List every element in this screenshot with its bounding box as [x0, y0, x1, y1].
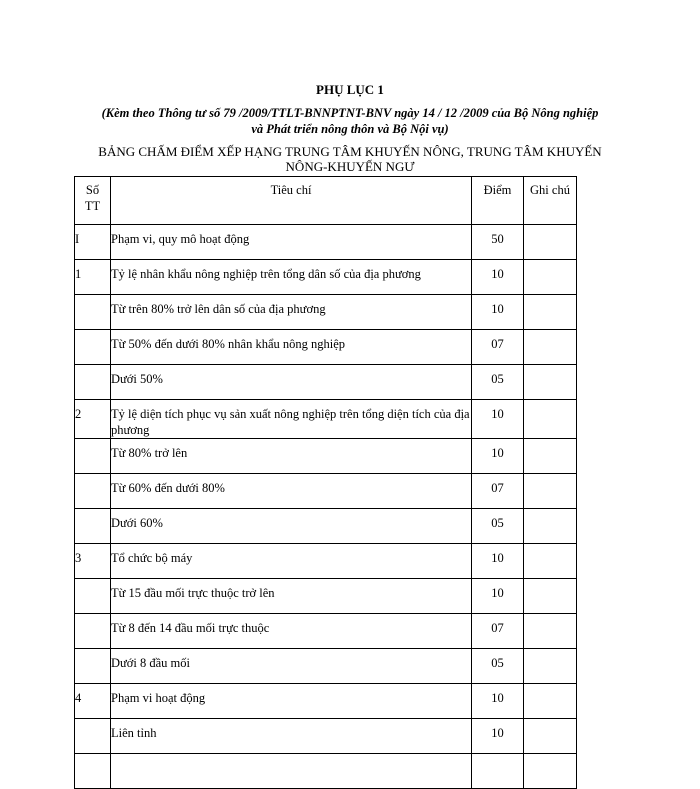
row-number-cell: 1: [75, 260, 111, 295]
points-cell: 10: [472, 684, 524, 719]
criteria-cell: [111, 754, 472, 789]
criteria-cell: Tỷ lệ diện tích phục vụ sản xuất nông nghiệp trên tổng diện tích của địa phương: [111, 400, 472, 439]
criteria-cell: Từ 50% đến dưới 80% nhân khẩu nông nghiệp: [111, 330, 472, 365]
points-cell: 07: [472, 614, 524, 649]
table-row: [75, 474, 577, 509]
criteria-cell: Dưới 8 đầu mối: [111, 649, 472, 684]
table-body: [75, 225, 577, 789]
appendix-title: PHỤ LỤC 1: [316, 82, 384, 97]
note-cell: [524, 400, 577, 439]
row-number-cell: 2: [75, 400, 111, 439]
points-cell: 10: [472, 260, 524, 295]
points-cell: 10: [472, 719, 524, 754]
table-row: [75, 754, 577, 789]
table-row: [75, 295, 577, 330]
appendix-subtitle: [80, 105, 620, 137]
criteria-cell: Từ 80% trở lên: [111, 439, 472, 474]
note-cell: [524, 439, 577, 474]
points-cell: 10: [472, 439, 524, 474]
table-row: [75, 719, 577, 754]
note-cell: [524, 509, 577, 544]
points-cell: 07: [472, 330, 524, 365]
note-cell: [524, 754, 577, 789]
subtitle-line-2: và Phát triển nông thôn và Bộ Nội vụ): [251, 122, 449, 136]
criteria-cell: Từ trên 80% trở lên dân số của địa phương: [111, 295, 472, 330]
criteria-cell: Phạm vi, quy mô hoạt động: [111, 225, 472, 260]
header-notes: Ghi chú: [524, 177, 577, 225]
points-cell: 05: [472, 365, 524, 400]
points-cell: [472, 754, 524, 789]
row-number-cell: [75, 649, 111, 684]
table-row: [75, 649, 577, 684]
header-stt-line-2: TT: [84, 199, 101, 213]
table-row: [75, 544, 577, 579]
note-cell: [524, 579, 577, 614]
header-stt: [75, 177, 111, 225]
points-cell: 10: [472, 544, 524, 579]
table-row: [75, 400, 577, 439]
criteria-cell: Từ 60% đến dưới 80%: [111, 474, 472, 509]
heading-line-2: NÔNG-KHUYẾN NGƯ: [285, 159, 415, 174]
table-header-row: [75, 177, 577, 225]
criteria-cell: Từ 15 đầu mối trực thuộc trở lên: [111, 579, 472, 614]
points-cell: 10: [472, 295, 524, 330]
row-number-cell: [75, 579, 111, 614]
note-cell: [524, 544, 577, 579]
row-number-cell: [75, 474, 111, 509]
subtitle-line-1: (Kèm theo Thông tư số 79 /2009/TTLT-BNNPTNT-BNV ngày 14 / 12 /2009 của Bộ Nông nghiệp: [101, 106, 599, 120]
row-number-cell: I: [75, 225, 111, 260]
table-row: [75, 439, 577, 474]
points-cell: 05: [472, 509, 524, 544]
row-number-cell: [75, 754, 111, 789]
points-cell: 05: [472, 649, 524, 684]
row-number-cell: [75, 719, 111, 754]
criteria-cell: Dưới 50%: [111, 365, 472, 400]
criteria-cell: Dưới 60%: [111, 509, 472, 544]
points-cell: 07: [472, 474, 524, 509]
points-cell: 50: [472, 225, 524, 260]
row-number-cell: [75, 509, 111, 544]
points-cell: 10: [472, 579, 524, 614]
note-cell: [524, 614, 577, 649]
table-row: [75, 225, 577, 260]
table-row: [75, 330, 577, 365]
header-stt-line-1: Số: [85, 183, 100, 197]
criteria-cell: Tỷ lệ nhân khẩu nông nghiệp trên tổng dân số của địa phương: [111, 260, 472, 295]
table-row: [75, 260, 577, 295]
points-cell: 10: [472, 400, 524, 439]
row-number-cell: 4: [75, 684, 111, 719]
note-cell: [524, 365, 577, 400]
row-number-cell: [75, 330, 111, 365]
criteria-cell: Từ 8 đến 14 đầu mối trực thuộc: [111, 614, 472, 649]
note-cell: [524, 474, 577, 509]
note-cell: [524, 330, 577, 365]
criteria-cell: Tổ chức bộ máy: [111, 544, 472, 579]
table-row: [75, 614, 577, 649]
table-heading: [80, 144, 620, 174]
row-number-cell: [75, 614, 111, 649]
criteria-cell: Liên tỉnh: [111, 719, 472, 754]
table-row: [75, 509, 577, 544]
row-number-cell: [75, 439, 111, 474]
row-number-cell: [75, 295, 111, 330]
table-row: [75, 365, 577, 400]
table-row: [75, 579, 577, 614]
note-cell: [524, 225, 577, 260]
row-number-cell: [75, 365, 111, 400]
note-cell: [524, 260, 577, 295]
header-points: Điểm: [472, 177, 524, 225]
scoring-table: [74, 176, 577, 789]
criteria-cell: Phạm vi hoạt động: [111, 684, 472, 719]
note-cell: [524, 295, 577, 330]
heading-line-1: BẢNG CHẤM ĐIỂM XẾP HẠNG TRUNG TÂM KHUYẾN NÔNG, TRUNG TÂM KHUYẾN: [98, 144, 602, 159]
note-cell: [524, 719, 577, 754]
header-criteria: Tiêu chí: [111, 177, 472, 225]
note-cell: [524, 684, 577, 719]
note-cell: [524, 649, 577, 684]
row-number-cell: 3: [75, 544, 111, 579]
table-row: [75, 684, 577, 719]
